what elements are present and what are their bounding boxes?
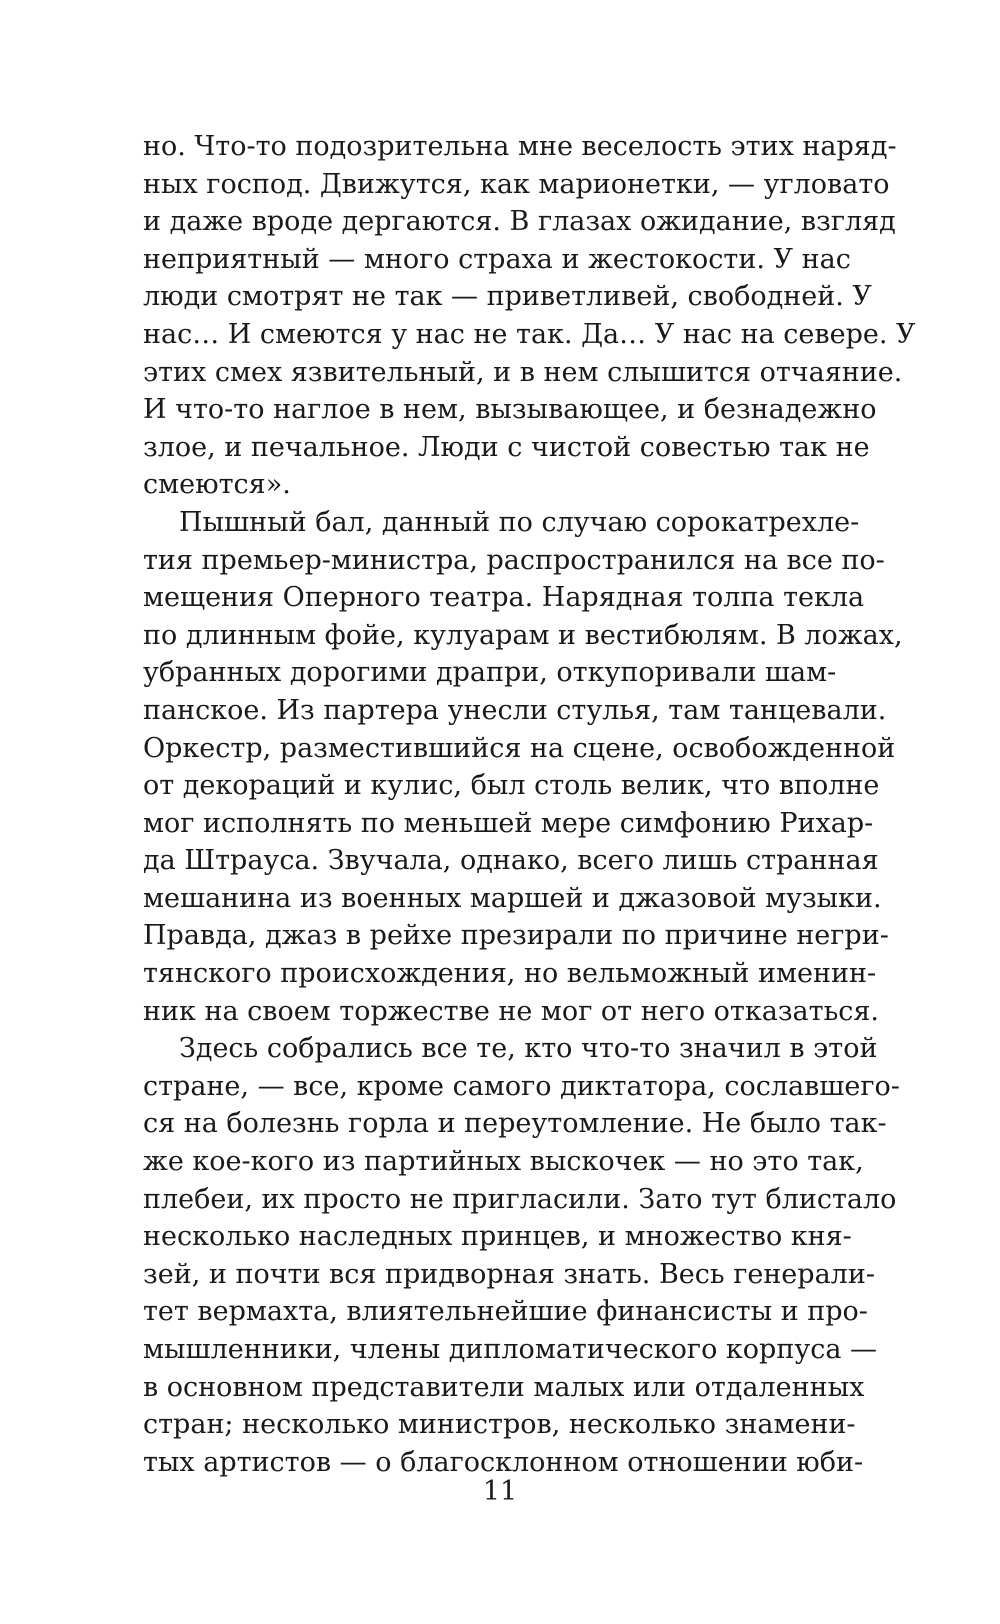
text-line: в основном представители малых или отдаленных xyxy=(143,1371,865,1403)
text-line: убранных дорогими драпри, откупоривали шам- xyxy=(143,657,837,689)
text-line: Пышный бал, данный по случаю сорокатрехле- xyxy=(179,506,860,538)
text-line: стране, — все, кроме самого диктатора, сославшего- xyxy=(143,1070,900,1102)
text-line: тых артистов — о благосклонном отношении юби- xyxy=(143,1446,864,1478)
text-line: Здесь собрались все те, кто что-то значил в этой xyxy=(179,1033,878,1065)
text-line: Правда, джаз в рейхе презирали по причине негри- xyxy=(143,920,889,952)
text-line: тянского происхождения, но вельможный именин- xyxy=(143,958,877,990)
text-line: мешанина из военных маршей и джазовой музыки. xyxy=(143,882,882,914)
text-line: панское. Из партера унесли стулья, там танцевали. xyxy=(143,694,887,726)
text-line: ся на болезнь горла и переутомление. Не было так- xyxy=(143,1108,887,1140)
text-line: этих смех язвительный, и в нем слышится отчаяние. xyxy=(143,356,903,388)
text-line: стран; несколько министров, несколько знамени- xyxy=(143,1409,856,1441)
text-line: ных господ. Движутся, как марионетки, — угловато xyxy=(143,168,890,200)
text-line: мещения Оперного театра. Нарядная толпа текла xyxy=(143,582,865,614)
text-line: же кое-кого из партийных выскочек — но это так, xyxy=(143,1146,864,1178)
text-line: смеются». xyxy=(143,469,291,501)
text-line: мог исполнять по меньшей мере симфонию Рихар- xyxy=(143,807,874,839)
text-line: Оркестр, разместившийся на сцене, освобожденной xyxy=(143,732,896,764)
text-line: тет вермахта, влиятельнейшие финансисты и про- xyxy=(143,1296,868,1328)
paragraph xyxy=(143,128,916,504)
text-line: злое, и печальное. Люди с чистой совестью так не xyxy=(143,431,870,463)
text-line: да Штрауса. Звучала, однако, всего лишь странная xyxy=(143,845,879,877)
paragraph xyxy=(143,1030,900,1481)
body-text xyxy=(143,128,916,1481)
text-line: тия премьер-министра, распространился на все по- xyxy=(143,544,885,576)
text-line: мышленники, члены дипломатического корпуса — xyxy=(143,1334,878,1365)
text-line: по длинным фойе, кулуарам и вестибюлям. В ложах, xyxy=(143,619,903,651)
text-line: зей, и почти вся придворная знать. Весь генерали- xyxy=(143,1258,875,1290)
text-line: нас… И смеются у нас не так. Да… У нас на севере. У xyxy=(143,318,916,350)
text-line: несколько наследных принцев, и множество кня- xyxy=(143,1221,852,1253)
text-line: люди смотрят не так — приветливей, свободней. У xyxy=(143,281,872,313)
text-line: от декораций и кулис, был столь велик, что вполне xyxy=(143,770,880,802)
text-line: но. Что-то подозрительна мне веселость этих наряд- xyxy=(143,131,897,162)
paragraph xyxy=(143,504,903,1030)
page-number: 11 xyxy=(482,1476,518,1507)
text-line: неприятный — много страха и жестокости. У нас xyxy=(143,243,851,275)
text-line: И что-то наглое в нем, вызывающее, и безнадежно xyxy=(143,394,877,426)
text-line: плебеи, их просто не пригласили. Зато тут блистало xyxy=(143,1183,897,1215)
text-line: и даже вроде дергаются. В глазах ожидание, взгляд xyxy=(143,206,896,238)
text-line: ник на своем торжестве не мог от него отказаться. xyxy=(143,995,880,1027)
